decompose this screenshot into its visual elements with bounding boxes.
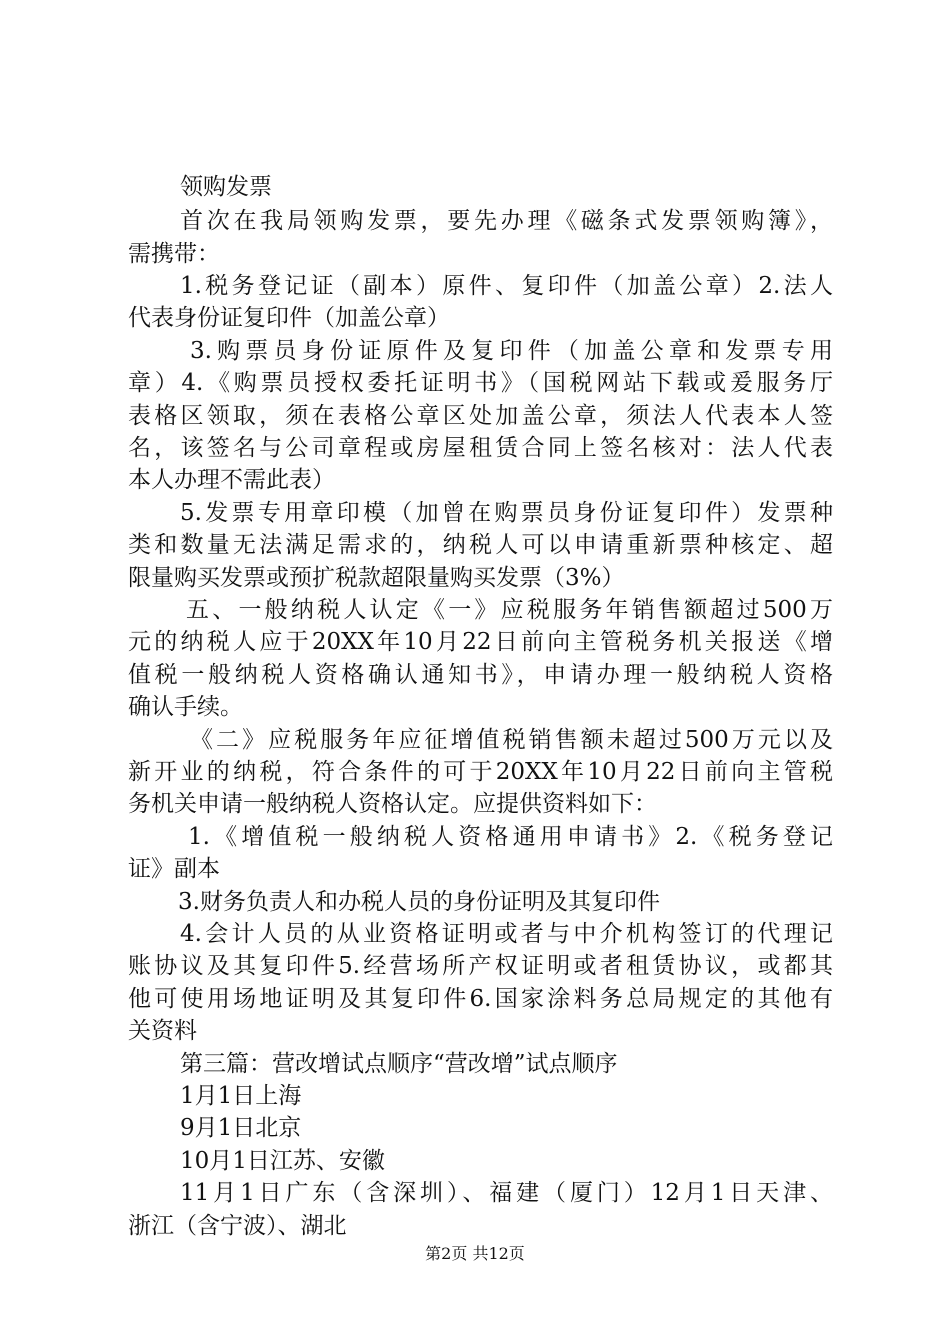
paragraph-line: 务机关申请一般纳税人资格认定。应提供资料如下： (128, 791, 657, 817)
paragraph-line: 3.购票员身份证原件及复印件（加盖公章和发票专用 (190, 338, 833, 364)
paragraph-line: 3.财务负责人和办税人员的身份证明及其复印件 (178, 889, 660, 915)
paragraph-line: 值税一般纳税人资格确认通知书》，申请办理一般纳税人资格 (128, 662, 833, 688)
paragraph-line: 代表身份证复印件（加盖公章） (128, 305, 450, 331)
timeline-item: 1月1日上海 (180, 1083, 302, 1109)
paragraph-line: 元的纳税人应于20XX年10月22日前向主管税务机关报送《增 (128, 629, 833, 655)
timeline-item: 10月1日江苏、安徽 (180, 1148, 385, 1174)
paragraph-line: 五、一般纳税人认定《一》应税服务年销售额超过500万 (186, 597, 833, 623)
paragraph-line: 1.税务登记证（副本）原件、复印件（加盖公章）2.法人 (180, 273, 833, 299)
timeline-item: 9月1日北京 (180, 1115, 302, 1141)
section-heading: 领购发票 (180, 174, 272, 200)
timeline-item: 浙江（含宁波）、湖北 (128, 1213, 347, 1239)
paragraph-line: 类和数量无法满足需求的，纳税人可以申请重新票种核定、超 (128, 532, 833, 558)
paragraph-line: 证》副本 (128, 856, 220, 882)
paragraph-line: 确认手续。 (128, 694, 243, 720)
paragraph-line: 章）4.《购票员授权委托证明书》（国税网站下载或爰服务厅 (128, 370, 833, 396)
paragraph-line: 他可使用场地证明及其复印件6.国家涂料务总局规定的其他有 (128, 986, 833, 1012)
paragraph-line: 4.会计人员的从业资格证明或者与中介机构签订的代理记 (180, 921, 833, 947)
section-heading: 第三篇：营改增试点顺序“营改增”试点顺序 (180, 1051, 618, 1077)
paragraph-line: 《二》应税服务年应征增值税销售额未超过500万元以及 (190, 727, 833, 753)
paragraph-line: 新开业的纳税，符合条件的可于20XX年10月22日前向主管税 (128, 759, 833, 785)
page-footer: 第2页 共12页 (425, 1244, 525, 1263)
timeline-item: 11月1日广东（含深圳）、福建（厦门）12月1日天津、 (180, 1180, 833, 1206)
paragraph-line: 本人办理不需此表） (128, 467, 335, 493)
paragraph-line: 1.《增值税一般纳税人资格通用申请书》2.《税务登记 (188, 824, 833, 850)
paragraph-line: 表格区领取，须在表格公章区处加盖公章，须法人代表本人签 (128, 403, 833, 429)
paragraph-line: 5.发票专用章印模（加曾在购票员身份证复印件）发票种 (180, 500, 833, 526)
paragraph-line: 名，该签名与公司章程或房屋租赁合同上签名核对：法人代表 (128, 435, 833, 461)
paragraph-line: 首次在我局领购发票，要先办理《磁条式发票领购簿》， (180, 208, 833, 234)
paragraph-line: 需携带： (128, 241, 220, 267)
paragraph-line: 账协议及其复印件5.经营场所产权证明或者租赁协议，或都其 (128, 953, 833, 979)
paragraph-line: 关资料 (128, 1018, 197, 1044)
paragraph-line: 限量购买发票或预扩税款超限量购买发票（3%） (128, 565, 625, 591)
